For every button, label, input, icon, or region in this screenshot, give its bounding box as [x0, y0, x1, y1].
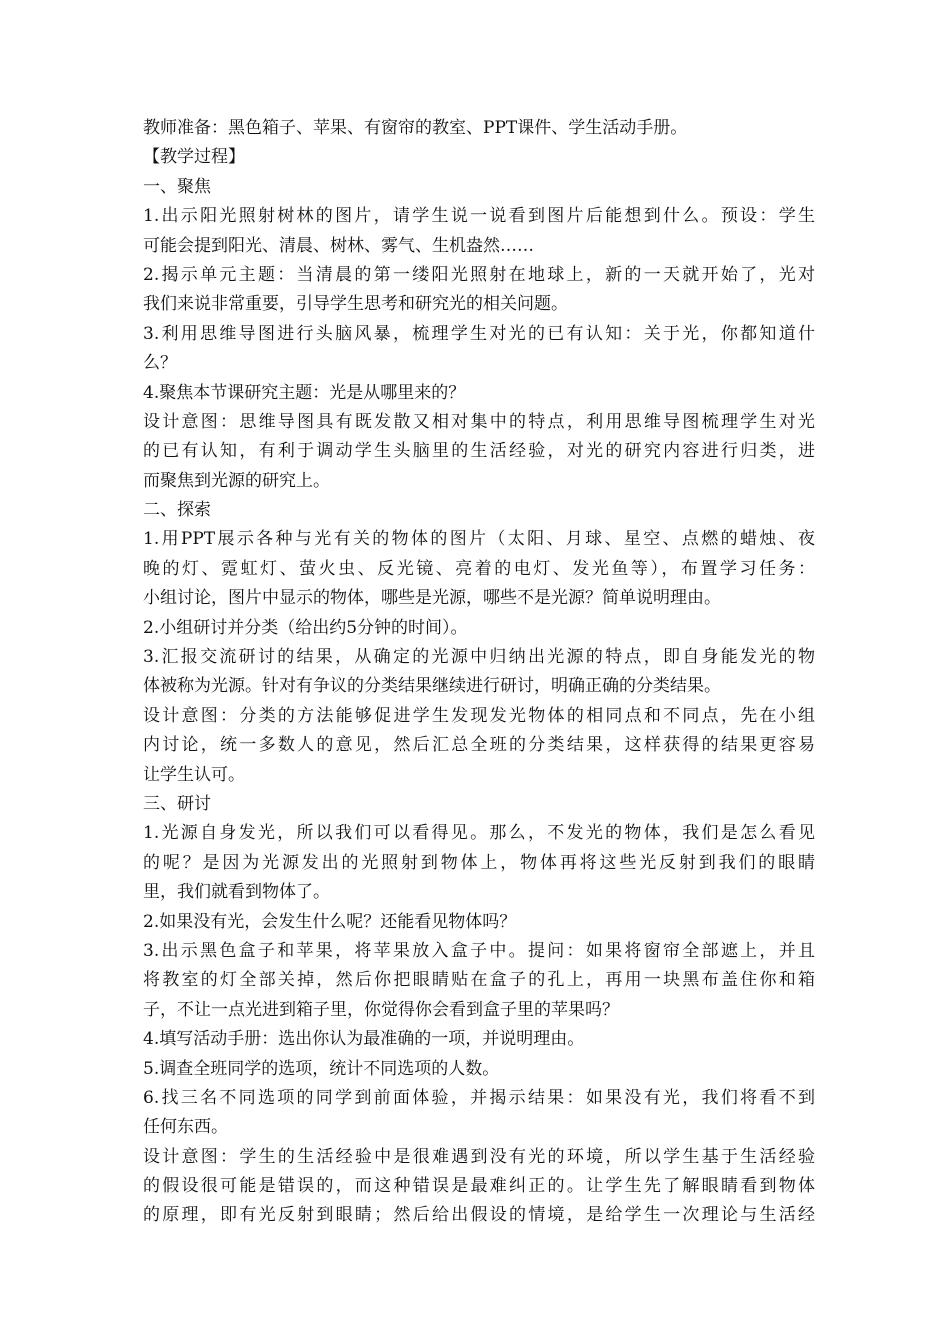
text-line: 设计意图：思维导图具有既发散又相对集中的特点，利用思维导图梳理学生对光	[143, 411, 815, 432]
text-line: 二、探索	[143, 500, 211, 521]
text-line: 么？	[143, 353, 177, 374]
text-line: 4.填写活动手册：选出你认为最准确的一项，并说明理由。	[143, 1029, 585, 1050]
text-line: 2.小组研讨并分类（给出约5分钟的时间）。	[143, 617, 468, 638]
text-line: 的原理，即有光反射到眼睛；然后给出假设的情境，是给学生一次理论与生活经	[143, 1205, 815, 1226]
text-line: 【教学过程】	[143, 147, 245, 168]
text-line: 5.调查全班同学的选项，统计不同选项的人数。	[143, 1058, 500, 1079]
text-line: 体被称为光源。针对有争议的分类结果继续进行研讨，明确正确的分类结果。	[143, 676, 721, 697]
text-line: 设计意图：分类的方法能够促进学生发现发光物体的相同点和不同点，先在小组	[143, 705, 815, 726]
text-line: 3.出示黑色盒子和苹果，将苹果放入盒子中。提问：如果将窗帘全部遮上，并且	[143, 940, 815, 961]
text-line: 小组讨论，图片中显示的物体，哪些是光源，哪些不是光源？简单说明理由。	[143, 588, 721, 609]
text-line: 2.揭示单元主题：当清晨的第一缕阳光照射在地球上，新的一天就开始了，光对	[143, 264, 815, 285]
text-line: 教师准备：黑色箱子、苹果、有窗帘的教室、PPT课件、学生活动手册。	[143, 118, 688, 138]
text-line: 晚的灯、霓虹灯、萤火虫、反光镜、亮着的电灯、发光鱼等），布置学习任务：	[143, 558, 815, 579]
text-line: 1.出示阳光照射树林的图片，请学生说一说看到图片后能想到什么。预设：学生	[143, 206, 815, 227]
document-page	[143, 114, 815, 1231]
text-line: 里，我们就看到物体了。	[143, 882, 330, 903]
text-line: 3.利用思维导图进行头脑风暴，梳理学生对光的已有认知：关于光，你都知道什	[143, 323, 815, 344]
text-line: 6.找三名不同选项的同学到前面体验，并揭示结果：如果没有光，我们将看不到	[143, 1087, 815, 1108]
text-line: 任何东西。	[143, 1117, 228, 1138]
text-line: 的呢？是因为光源发出的光照射到物体上，物体再将这些光反射到我们的眼睛	[143, 852, 815, 873]
text-line: 将教室的灯全部关掉，然后你把眼睛贴在盒子的孔上，再用一块黑布盖住你和箱	[143, 970, 815, 991]
text-line: 让学生认可。	[143, 764, 245, 785]
text-line: 1.光源自身发光，所以我们可以看得见。那么，不发光的物体，我们是怎么看见	[143, 823, 815, 844]
text-line: 三、研讨	[143, 793, 211, 814]
text-line: 3.汇报交流研讨的结果，从确定的光源中归纳出光源的特点，即自身能发光的物	[143, 647, 815, 668]
text-line: 的假设很可能是错误的，而这种错误是最难纠正的。让学生先了解眼睛看到物体	[143, 1176, 815, 1197]
text-line: 可能会提到阳光、清晨、树林、雾气、生机盎然……	[143, 235, 534, 256]
text-line: 1.用PPT展示各种与光有关的物体的图片（太阳、月球、星空、点燃的蜡烛、夜	[143, 529, 815, 550]
text-line: 内讨论，统一多数人的意见，然后汇总全班的分类结果，这样获得的结果更容易	[143, 735, 815, 756]
text-line: 一、聚焦	[143, 176, 211, 197]
text-line: 的已有认知，有利于调动学生头脑里的生活经验，对光的研究内容进行归类，进	[143, 441, 815, 462]
text-line: 子，不让一点光进到箱子里，你觉得你会看到盒子里的苹果吗？	[143, 999, 619, 1020]
text-line: 4.聚焦本节课研究主题：光是从哪里来的？	[143, 382, 466, 403]
text-line: 而聚焦到光源的研究上。	[143, 470, 330, 491]
text-line: 2.如果没有光，会发生什么呢？还能看见物体吗？	[143, 911, 517, 932]
text-line: 我们来说非常重要，引导学生思考和研究光的相关问题。	[143, 294, 568, 315]
text-line: 设计意图：学生的生活经验中是很难遇到没有光的环境，所以学生基于生活经验	[143, 1146, 815, 1167]
